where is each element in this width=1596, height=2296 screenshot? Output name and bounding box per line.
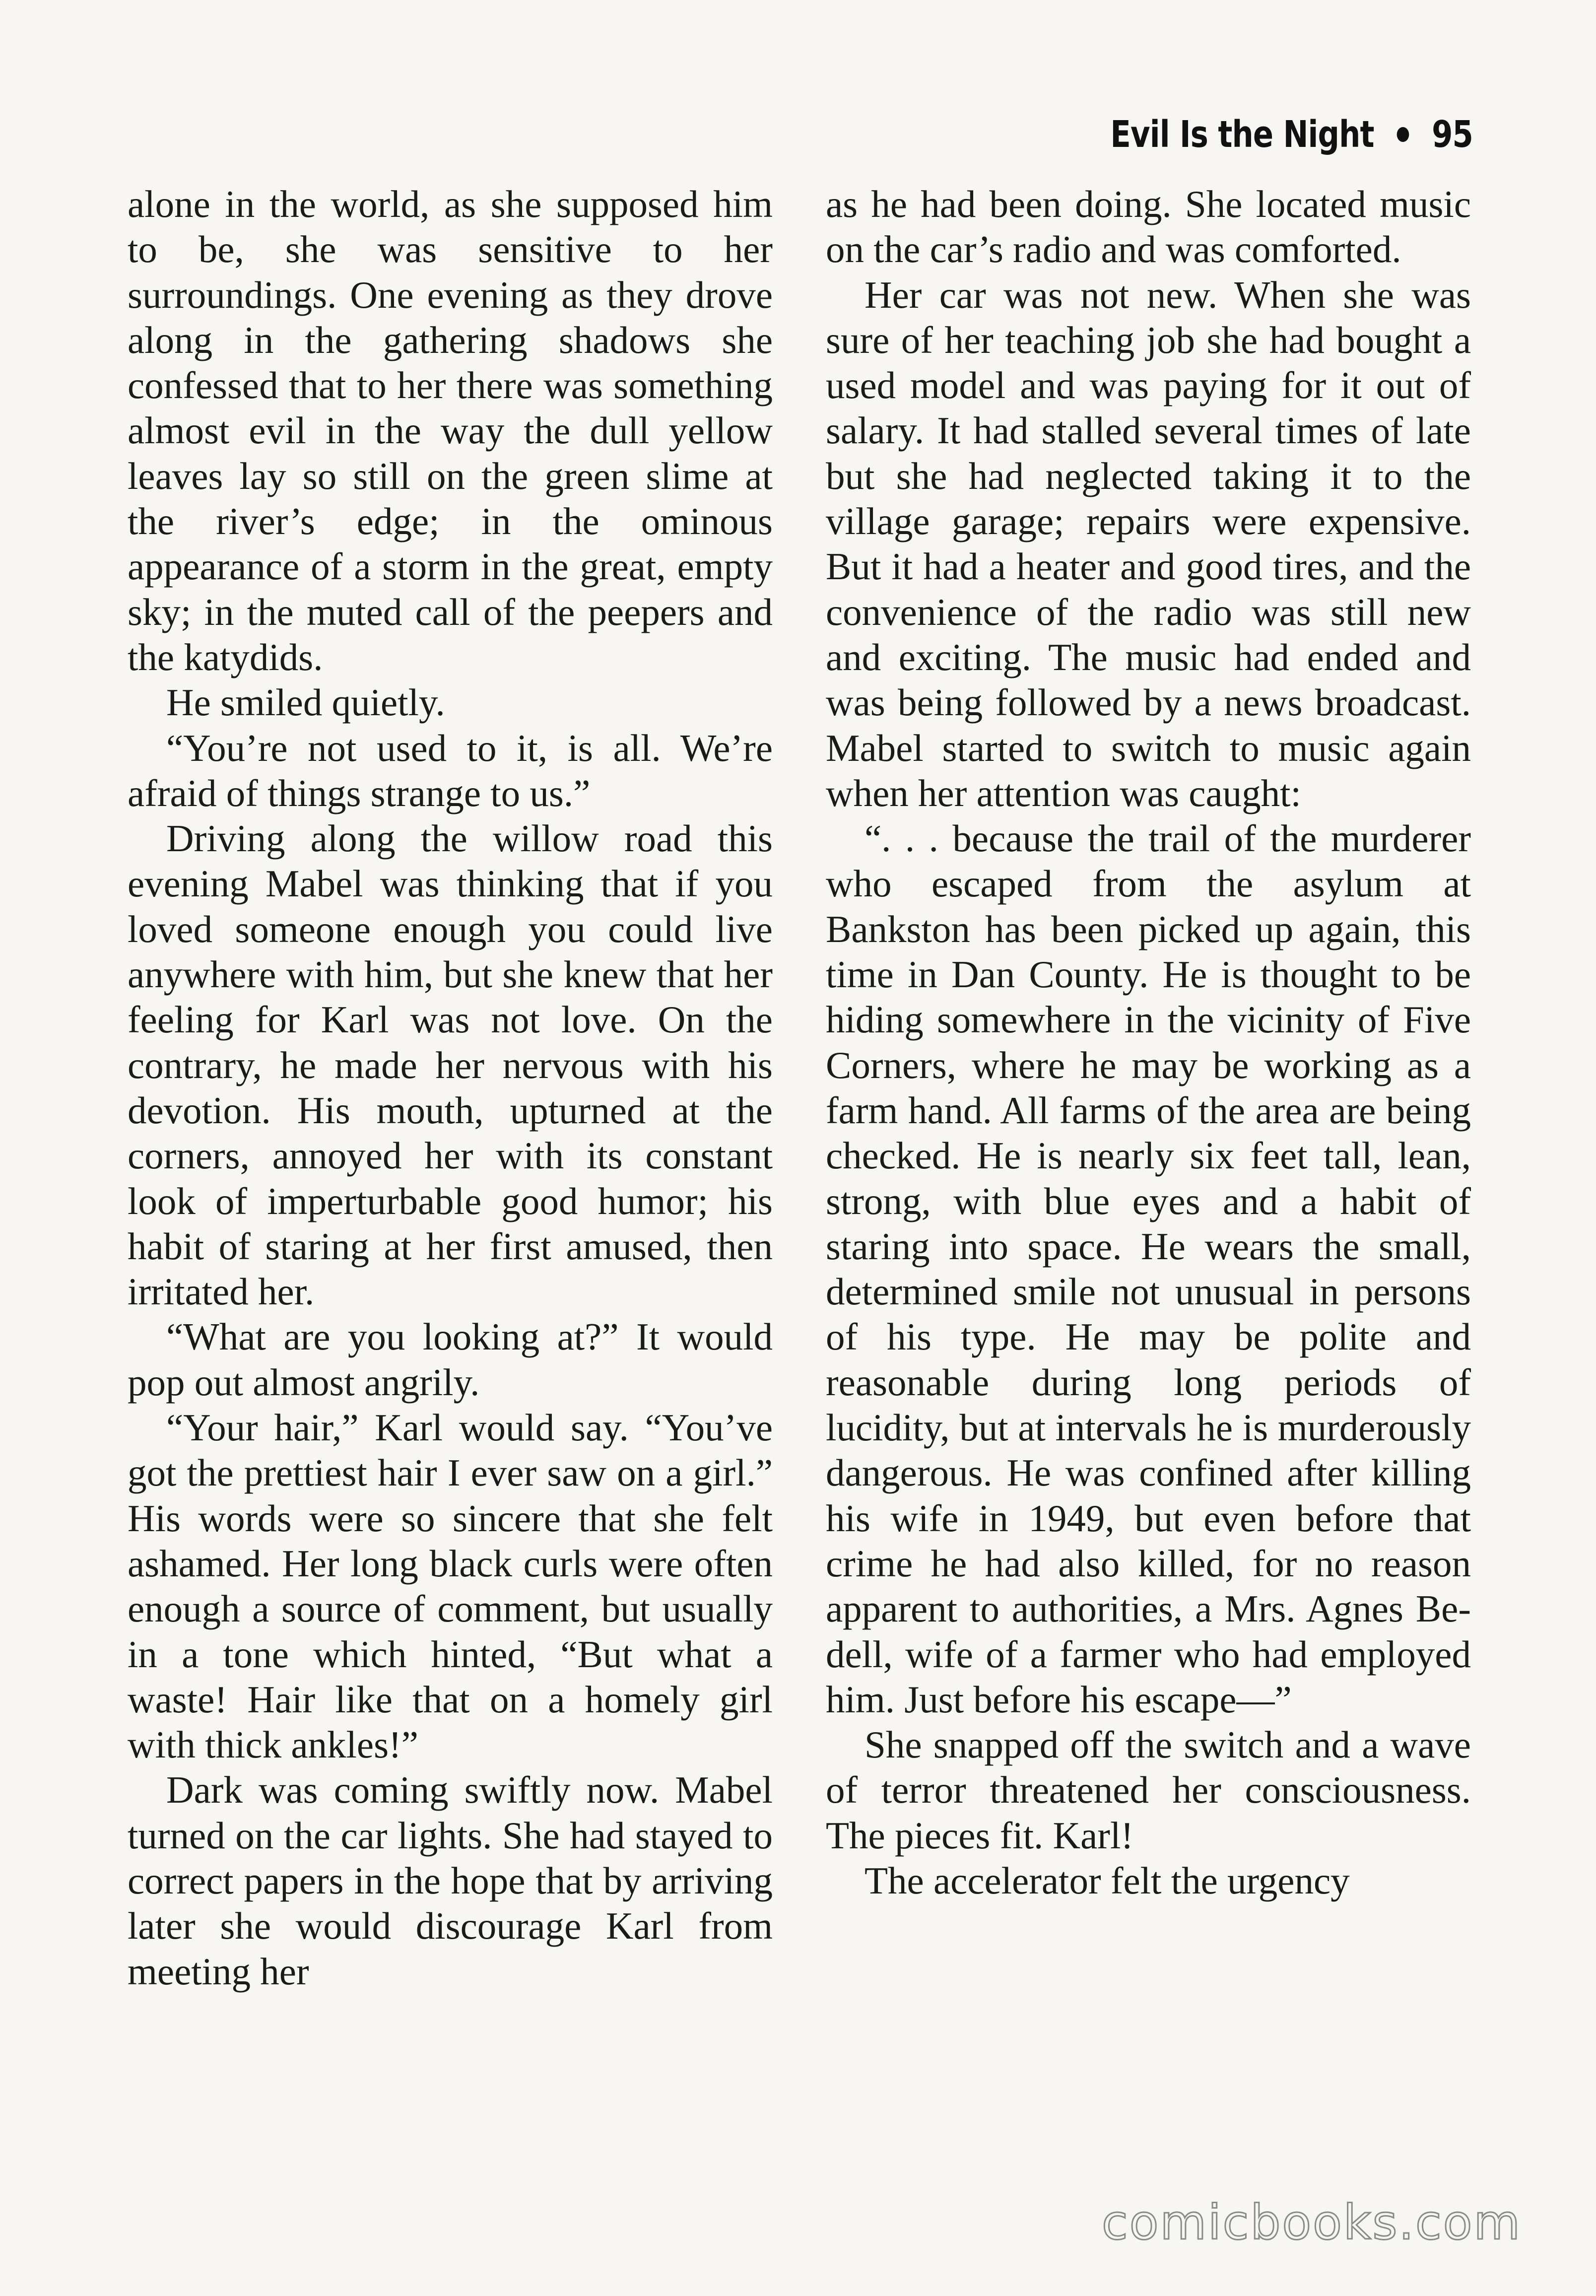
paragraph: “Your hair,” Karl would say. “You’ve got the prettiest hair I ever saw on a girl.” His words were so sincere that she felt ashamed. Her long black curls were often enough a source of comment, but usually in a tone which hinted, “But what a waste! Hair like that on a homely girl with thick ankles!” [128,1406,773,1766]
paragraph: Driving along the willow road this evening Mabel was thinking that if you loved someone enough you could live anywhere with him, but she knew that her feeling for Karl was not love. On the contrary, he made her nervous with his devotion. His mouth, upturned at the corners, annoyed her with its constant look of imperturbable good humor; his habit of staring at her first amused, then irritated her. [128,817,773,1313]
running-head-title: Evil Is the Night [1110,113,1374,156]
paragraph: alone in the world, as she supposed him to be, she was sensitive to her surroundings. One evening as they drove along in the gathering shadows she confessed that to her there was something almost evil in the way the dull yellow leaves lay so still on the green slime at the river’s edge; in the ominous appearance of a storm in the great, empty sky; in the muted call of the peepers and the katydids. [128,183,773,678]
paragraph: He smiled quietly. [166,681,445,724]
right-column [826,182,1471,1903]
paragraph: She snapped off the switch and a wave of terror threatened her consciousness. The pieces fit. Karl! [826,1723,1471,1857]
paragraph: “What are you looking at?” It would pop out almost angrily. [128,1315,773,1404]
page-number: 95 [1432,113,1473,156]
running-head [1110,113,1473,156]
paragraph: The accelerator felt the urgency [864,1859,1350,1902]
paragraph: Her car was not new. When she was sure of her teaching job she had bought a used model and was paying for it out of salary. It had stalled several times of late but she had neglected taking it to the village garage; repairs were expensive. But it had a heater and good tires, and the convenience of the radio was still new and exciting. The music had ended and was being followed by a news broadcast. Mabel started to switch to music again when her attention was caught: [826,273,1471,814]
paragraph: as he had been doing. She located music on the car’s radio and was comforted. [826,183,1471,271]
paragraph: “. . . because the trail of the murderer who escaped from the asylum at Bankston has been picked up again, this time in Dan County. He is thought to be hiding somewhere in the vicinity of Five Corners, where he may be working as a farm hand. All farms of the area are being checked. He is nearly six feet tall, lean, strong, with blue eyes and a habit of staring into space. He wears the small, determined smile not unusual in persons of his type. He may be polite and reasonable during long periods of lucidity, but at intervals he is murderously dangerous. He was confined after killing his wife in 1949, but even before that crime he had also killed, for no reason apparent to authorities, a Mrs. Agnes Bedell, wife of a farmer who had employed him. Just before his escape—” [826,817,1471,1721]
bullet-icon [1397,127,1409,142]
watermark: comicbooks.com [1101,2195,1522,2250]
paragraph: Dark was coming swiftly now. Mabel turned on the car lights. She had stayed to correct papers in the hope that by arriving later she would discourage Karl from meeting her [128,1768,773,1993]
left-column [128,182,773,1994]
paragraph: “You’re not used to it, is all. We’re afraid of things strange to us.” [128,726,773,814]
